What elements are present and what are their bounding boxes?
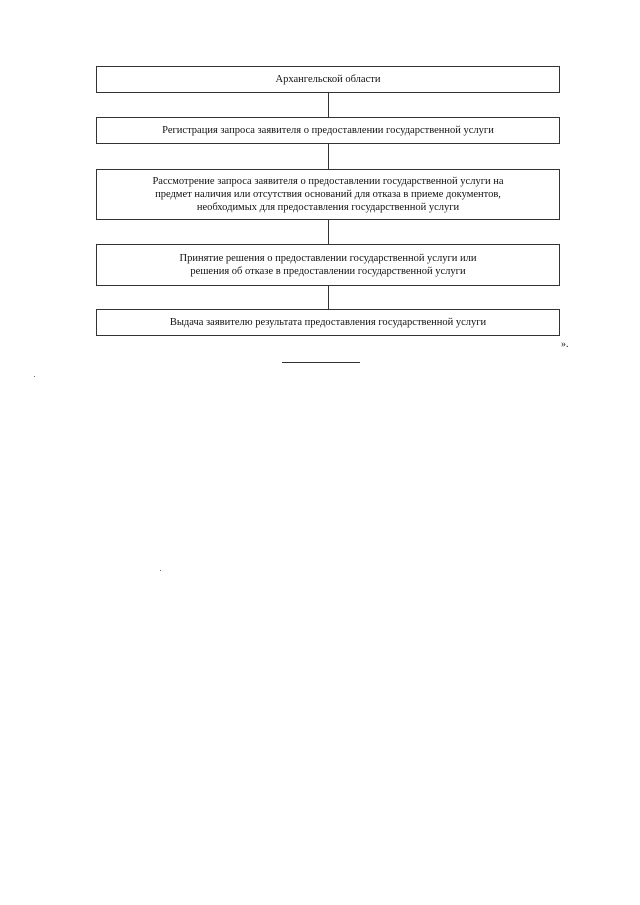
flowchart-step-3-label: Рассмотрение запроса заявителя о предоставлении государственной услуги на предмет наличия или отсутствия оснований для отказа в приеме документов, необходимых для предоставления государственной услуги	[152, 176, 504, 213]
connector-2-3	[328, 144, 329, 169]
flowchart-step-2	[96, 117, 560, 144]
flowchart-step-3	[96, 169, 560, 220]
flowchart-step-1-label: Архангельской области	[275, 74, 381, 85]
scan-speck	[160, 570, 161, 571]
separator-line	[282, 362, 360, 363]
flowchart-step-5-label: Выдача заявителю результата предоставления государственной услуги	[169, 317, 487, 328]
scan-speck	[34, 376, 35, 377]
flowchart-step-1	[96, 66, 560, 93]
flowchart-step-5	[96, 309, 560, 336]
connector-4-5	[328, 286, 329, 309]
connector-1-2	[328, 93, 329, 117]
flowchart-step-4	[96, 244, 560, 286]
closing-quote: ».	[561, 339, 569, 350]
flowchart-step-2-label: Регистрация запроса заявителя о предоставлении государственной услуги	[162, 125, 494, 136]
flowchart-step-4-label: Принятие решения о предоставлении государственной услуги или решения об отказе в предоставлении государственной услуги	[179, 253, 477, 277]
connector-3-4	[328, 220, 329, 244]
